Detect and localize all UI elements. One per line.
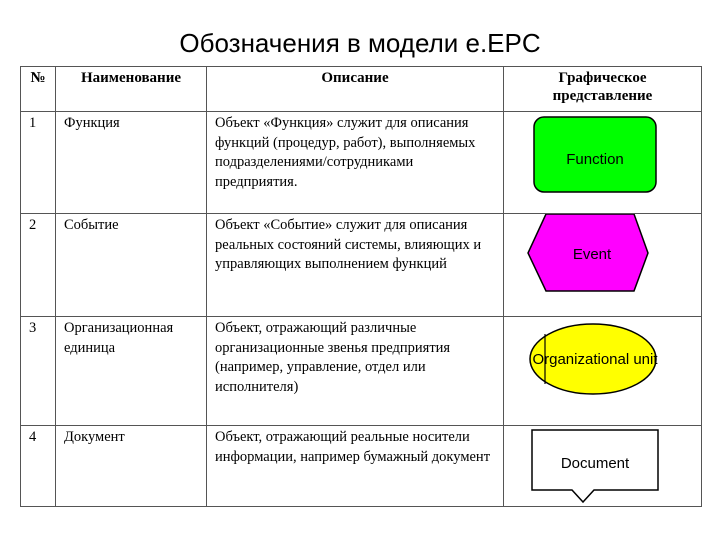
document-shape-label: Document	[560, 455, 630, 472]
row-num: 3	[21, 317, 56, 426]
organizational-unit-shape	[504, 317, 702, 425]
row-description: Объект «Событие» служит для описания реальных состояний системы, влияющих и управляющих выполнением функций	[207, 214, 504, 317]
row-name: Событие	[56, 214, 207, 317]
row-graphic	[504, 426, 702, 507]
table-row	[21, 214, 702, 317]
header-num: №	[21, 67, 56, 112]
function-shape-label: Function	[566, 151, 624, 168]
row-num: 1	[21, 112, 56, 214]
table-row	[21, 426, 702, 507]
function-shape	[504, 112, 702, 213]
row-description: Объект «Функция» служит для описания функций (процедур, работ), выполняемых подразделениями/сотрудниками предприятия.	[207, 112, 504, 214]
table-header-row	[21, 67, 702, 112]
page-title: Обозначения в модели е.EPC	[179, 28, 541, 58]
event-shape-label: Event	[572, 246, 612, 263]
row-graphic	[504, 317, 702, 426]
row-description: Объект, отражающий реальные носители информации, например бумажный документ	[207, 426, 504, 507]
epc-notation-table	[20, 66, 702, 507]
row-name: Документ	[56, 426, 207, 507]
org-unit-shape-label: Organizational unit	[532, 351, 658, 368]
row-description: Объект, отражающий различные организационные звенья предприятия (например, управление, отдел или исполнителя)	[207, 317, 504, 426]
row-graphic	[504, 214, 702, 317]
row-name: Организационная единица	[56, 317, 207, 426]
table-row	[21, 317, 702, 426]
document-shape	[504, 426, 702, 506]
header-name: Наименование	[56, 67, 207, 112]
row-num: 2	[21, 214, 56, 317]
header-description: Описание	[207, 67, 504, 112]
event-shape	[504, 214, 702, 316]
row-name: Функция	[56, 112, 207, 214]
table-row	[21, 112, 702, 214]
row-num: 4	[21, 426, 56, 507]
row-graphic	[504, 112, 702, 214]
header-graphic: Графическое представление	[504, 67, 702, 112]
